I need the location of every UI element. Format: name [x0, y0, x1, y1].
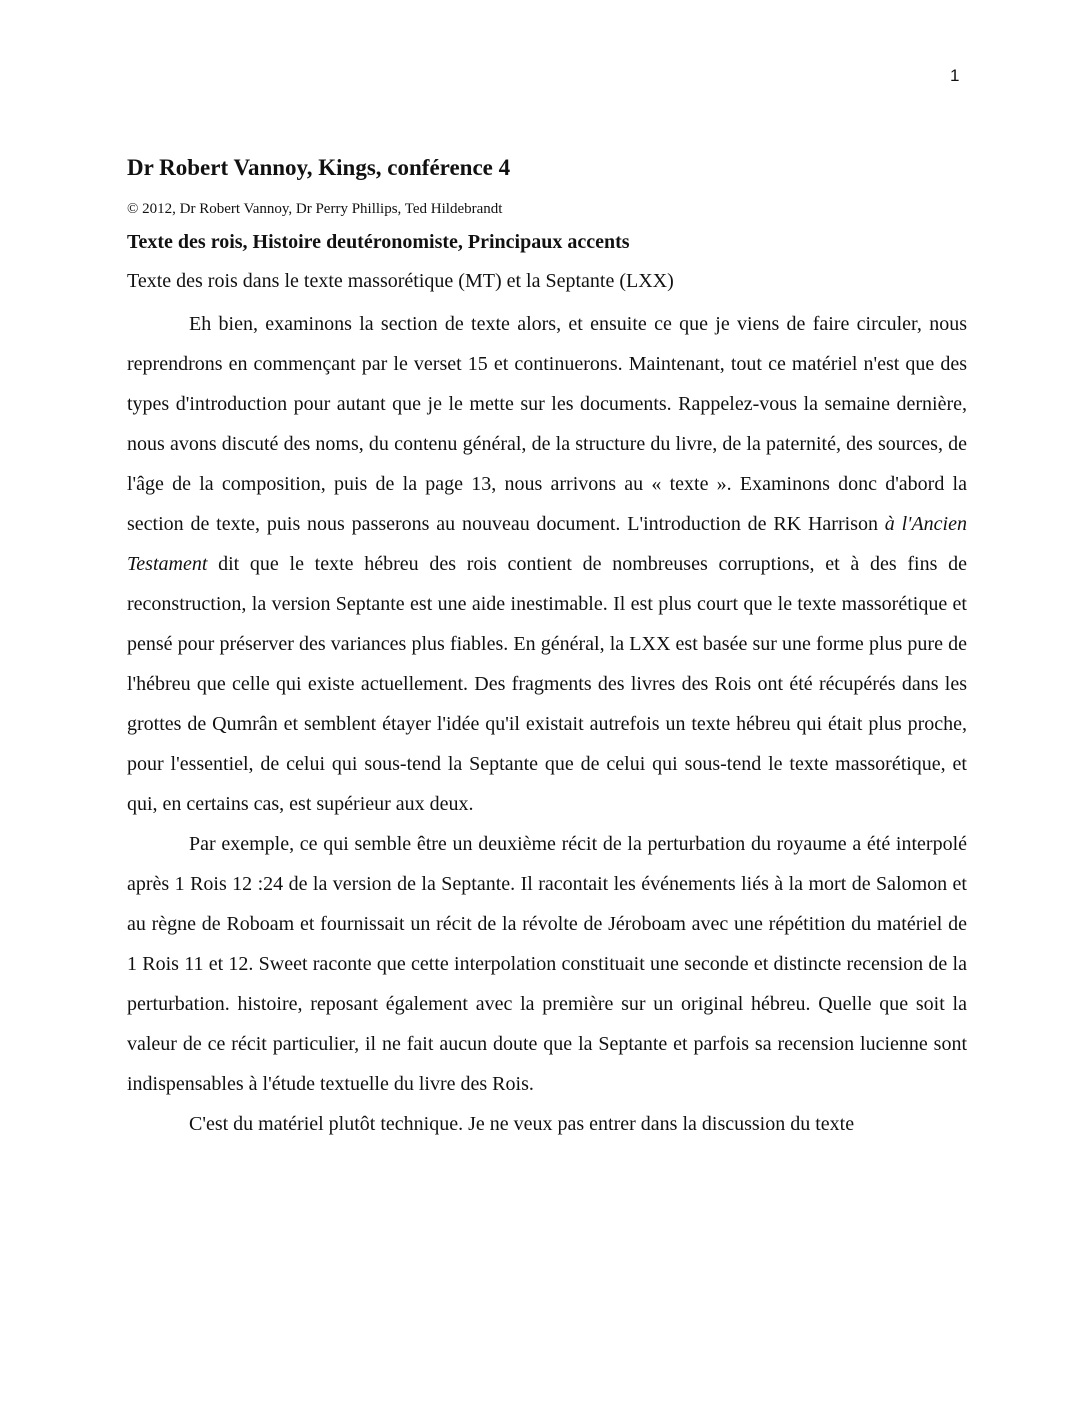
paragraph-1-text-a: Eh bien, examinons la section de texte alors, et ensuite ce que je viens de faire circuler, nous reprendrons en commençant par le verset 15 et continuerons. Maintenant, tout ce matériel n'est que des types d'introduction pour autant que je le mette sur les documents. Rappelez-vous la semaine dernière, nous avons discuté des noms, du contenu général, de la structure du livre, de la paternité, des sources, de l'âge de la composition, puis de la page 13, nous arrivons au « texte ». Examinons donc d'abord la section de texte, puis nous passerons au nouveau document. L'introduction de RK Harrison — [127, 313, 967, 535]
page-number: 1 — [950, 66, 960, 85]
body-text — [127, 304, 967, 1144]
paragraph-1 — [127, 304, 967, 824]
paragraph-1-text-b: dit que le texte hébreu des rois contient de nombreuses corruptions, et à des fins de reconstruction, la version Septante est une aide inestimable. Il est plus court que le texte massorétique et pensé pour préserver des variances plus fiables. En général, la LXX est basée sur une forme plus pure de l'hébreu que celle qui existe actuellement. Des fragments des livres des Rois ont été récupérés dans les grottes de Qumrân et semblent étayer l'idée qu'il existait autrefois un texte hébreu qui était plus proche, pour l'essentiel, de celui qui sous-tend la Septante que de celui qui sous-tend le texte massorétique, et qui, en certains cas, est supérieur aux deux. — [127, 553, 967, 815]
copyright-line: © 2012, Dr Robert Vannoy, Dr Perry Phillips, Ted Hildebrandt — [127, 201, 503, 217]
paragraph-3: C'est du matériel plutôt technique. Je ne veux pas entrer dans la discussion du texte — [189, 1113, 855, 1135]
document-title: Dr Robert Vannoy, Kings, conférence 4 — [127, 155, 511, 180]
book-title-italic: à l'Ancien Testament — [127, 513, 967, 575]
section-heading: Texte des rois, Histoire deutéronomiste, Principaux accents — [127, 231, 630, 253]
paragraph-2: Par exemple, ce qui semble être un deuxième récit de la perturbation du royaume a été interpolé après 1 Rois 12 :24 de la version de la Septante. Il racontait les événements liés à la mort de Salomon et au règne de Roboam et fournissait un récit de la révolte de Jéroboam avec une répétition du matériel de 1 Rois 11 et 12. Sweet raconte que cette interpolation constituait une seconde et distincte recension de la perturbation. histoire, reposant également avec la première sur un original hébreu. Quelle que soit la valeur de ce récit particulier, il ne fait aucun doute que la Septante et parfois sa recension lucienne sont indispensables à l'étude textuelle du livre des Rois. — [127, 833, 967, 1095]
section-subheading: Texte des rois dans le texte massorétique (MT) et la Septante (LXX) — [127, 270, 674, 292]
